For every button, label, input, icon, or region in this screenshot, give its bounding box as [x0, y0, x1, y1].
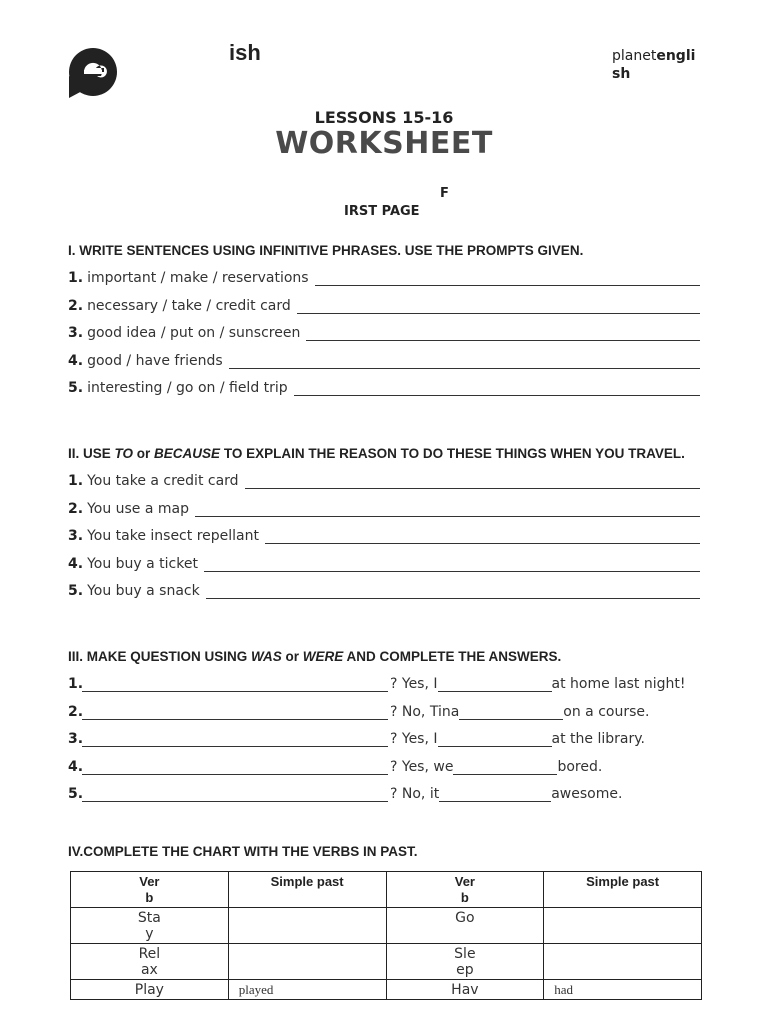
answer-line[interactable]	[294, 382, 700, 396]
answer-line[interactable]	[204, 558, 700, 572]
exercise-1-item: 5. interesting / go on / field trip	[68, 378, 700, 396]
exercise-1-item: 2. necessary / take / credit card	[68, 296, 700, 314]
lessons-label: LESSONS 15-16	[314, 108, 454, 127]
col-header-simple-past: Simple past	[228, 872, 386, 908]
page-title: WORKSHEET	[275, 126, 493, 161]
answer-line[interactable]	[297, 300, 700, 314]
exercise-3-item: 1. ? Yes, I at home last night!	[68, 676, 686, 692]
verb-cell: Hav	[386, 980, 544, 1000]
answer-line[interactable]	[229, 355, 700, 369]
section-3-heading: III. MAKE QUESTION USING WAS or WERE AND COMPLETE THE ANSWERS.	[68, 649, 562, 664]
answer-blank[interactable]	[438, 733, 552, 747]
exercise-2-item: 3. You take insect repellant	[68, 526, 700, 544]
past-cell[interactable]: had	[544, 980, 702, 1000]
answer-blank[interactable]	[459, 706, 563, 720]
planet-english-logo	[66, 46, 118, 98]
exercise-1-item: 3. good idea / put on / sunscreen	[68, 323, 700, 341]
answer-blank[interactable]	[438, 678, 552, 692]
answer-line[interactable]	[265, 530, 700, 544]
past-cell[interactable]	[544, 908, 702, 944]
verb-cell: Stay	[71, 908, 229, 944]
past-cell[interactable]: played	[228, 980, 386, 1000]
past-cell[interactable]	[228, 908, 386, 944]
answer-line[interactable]	[315, 272, 700, 286]
chart-row	[71, 944, 702, 980]
section-4-heading: IV.COMPLETE THE CHART WITH THE VERBS IN PAST.	[68, 844, 418, 859]
exercise-1-item: 1. important / make / reservations	[68, 268, 700, 286]
answer-blank[interactable]	[453, 761, 557, 775]
answer-line[interactable]	[306, 327, 700, 341]
verb-cell: Sleep	[386, 944, 544, 980]
verb-chart	[70, 871, 702, 1000]
question-line[interactable]	[82, 788, 388, 802]
question-line[interactable]	[82, 678, 388, 692]
col-header-simple-past: Simple past	[544, 872, 702, 908]
exercise-3-item: 4. ? Yes, we bored.	[68, 759, 603, 775]
first-page-label: IRST PAGE	[344, 204, 420, 219]
brand-wordmark-left: ish	[229, 40, 261, 65]
exercise-1-item: 4. good / have friends	[68, 351, 700, 369]
answer-line[interactable]	[195, 503, 700, 517]
exercise-3-item: 2. ? No, Tina on a course.	[68, 704, 650, 720]
verb-cell: Go	[386, 908, 544, 944]
chart-row	[71, 908, 702, 944]
past-cell[interactable]	[228, 944, 386, 980]
answer-line[interactable]	[245, 475, 700, 489]
col-header-verb: Verb	[71, 872, 229, 908]
first-page-letter: F	[440, 186, 449, 201]
answer-blank[interactable]	[439, 788, 551, 802]
section-1-heading: I. WRITE SENTENCES USING INFINITIVE PHRASES. USE THE PROMPTS GIVEN.	[68, 243, 584, 258]
section-2-heading: II. USE TO or BECAUSE TO EXPLAIN THE REASON TO DO THESE THINGS WHEN YOU TRAVEL.	[68, 446, 685, 461]
col-header-verb: Verb	[386, 872, 544, 908]
verb-cell: Relax	[71, 944, 229, 980]
brand-wordmark-right: planetengli sh	[612, 48, 696, 82]
verb-cell: Play	[71, 980, 229, 1000]
exercise-2-item: 1. You take a credit card	[68, 471, 700, 489]
question-line[interactable]	[82, 761, 388, 775]
exercise-3-item: 5. ? No, it awesome.	[68, 786, 623, 802]
exercise-3-item: 3. ? Yes, I at the library.	[68, 731, 645, 747]
question-line[interactable]	[82, 733, 388, 747]
exercise-2-item: 4. You buy a ticket	[68, 554, 700, 572]
chart-header-row	[71, 872, 702, 908]
exercise-2-item: 2. You use a map	[68, 499, 700, 517]
past-cell[interactable]	[544, 944, 702, 980]
exercise-2-item: 5. You buy a snack	[68, 581, 700, 599]
chart-row	[71, 980, 702, 1000]
question-line[interactable]	[82, 706, 388, 720]
answer-line[interactable]	[206, 585, 700, 599]
